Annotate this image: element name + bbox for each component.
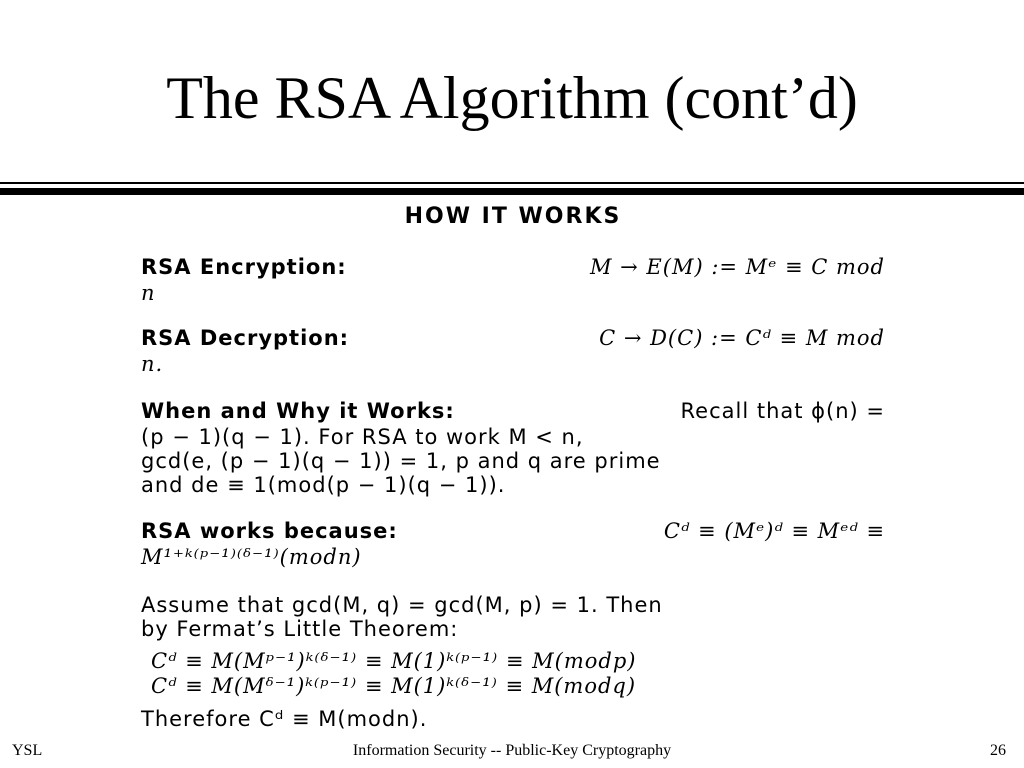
because-line <box>141 518 885 544</box>
fermat-equation-p: Cᵈ ≡ M(Mᵖ⁻¹)ᵏ⁽ᵟ⁻¹⁾ ≡ M(1)ᵏ⁽ᵖ⁻¹⁾ ≡ M(modp) <box>151 649 637 673</box>
assume-text-1: Assume that gcd(M, q) = gcd(M, p) = 1. Then <box>141 593 663 617</box>
decryption-line <box>141 325 885 351</box>
footer-page-number: 26 <box>990 742 1006 759</box>
footer-course-title: Information Security -- Public-Key Cryptography <box>352 742 672 759</box>
because-formula: Cᵈ ≡ (Mᵉ)ᵈ ≡ Mᵉᵈ ≡ <box>663 519 885 543</box>
when-why-text-3: gcd(e, (p − 1)(q − 1)) = 1, p and q are prime <box>141 449 661 473</box>
encryption-line <box>141 254 885 280</box>
when-why-label: When and Why it Works: <box>141 399 455 423</box>
title-divider-thin <box>0 182 1024 184</box>
section-heading: HOW IT WORKS <box>404 204 622 229</box>
decryption-formula: C → D(C) := Cᵈ ≡ M mod <box>599 326 885 350</box>
fermat-equation-q: Cᵈ ≡ M(Mᵟ⁻¹)ᵏ⁽ᵖ⁻¹⁾ ≡ M(1)ᵏ⁽ᵟ⁻¹⁾ ≡ M(modq) <box>151 674 637 698</box>
when-why-text-1: Recall that ϕ(n) = <box>680 399 885 423</box>
when-why-line <box>141 398 885 424</box>
because-continued: M¹⁺ᵏ⁽ᵖ⁻¹⁾⁽ᵟ⁻¹⁾(modn) <box>141 545 362 569</box>
footer-author: YSL <box>12 742 43 759</box>
when-why-text-2: (p − 1)(q − 1). For RSA to work M < n, <box>141 425 584 449</box>
decryption-continued: n. <box>141 352 164 376</box>
assume-text-2: by Fermat’s Little Theorem: <box>141 617 459 641</box>
because-label: RSA works because: <box>141 519 398 543</box>
encryption-continued: n <box>141 281 156 305</box>
encryption-formula: M → E(M) := Mᵉ ≡ C mod <box>589 255 885 279</box>
slide-title: The RSA Algorithm (cont’d) <box>166 65 858 131</box>
encryption-label: RSA Encryption: <box>141 255 347 279</box>
conclusion-text: Therefore Cᵈ ≡ M(modn). <box>141 707 428 731</box>
decryption-label: RSA Decryption: <box>141 326 350 350</box>
when-why-text-4: and de ≡ 1(mod(p − 1)(q − 1)). <box>141 473 506 497</box>
title-divider-thick <box>0 188 1024 195</box>
